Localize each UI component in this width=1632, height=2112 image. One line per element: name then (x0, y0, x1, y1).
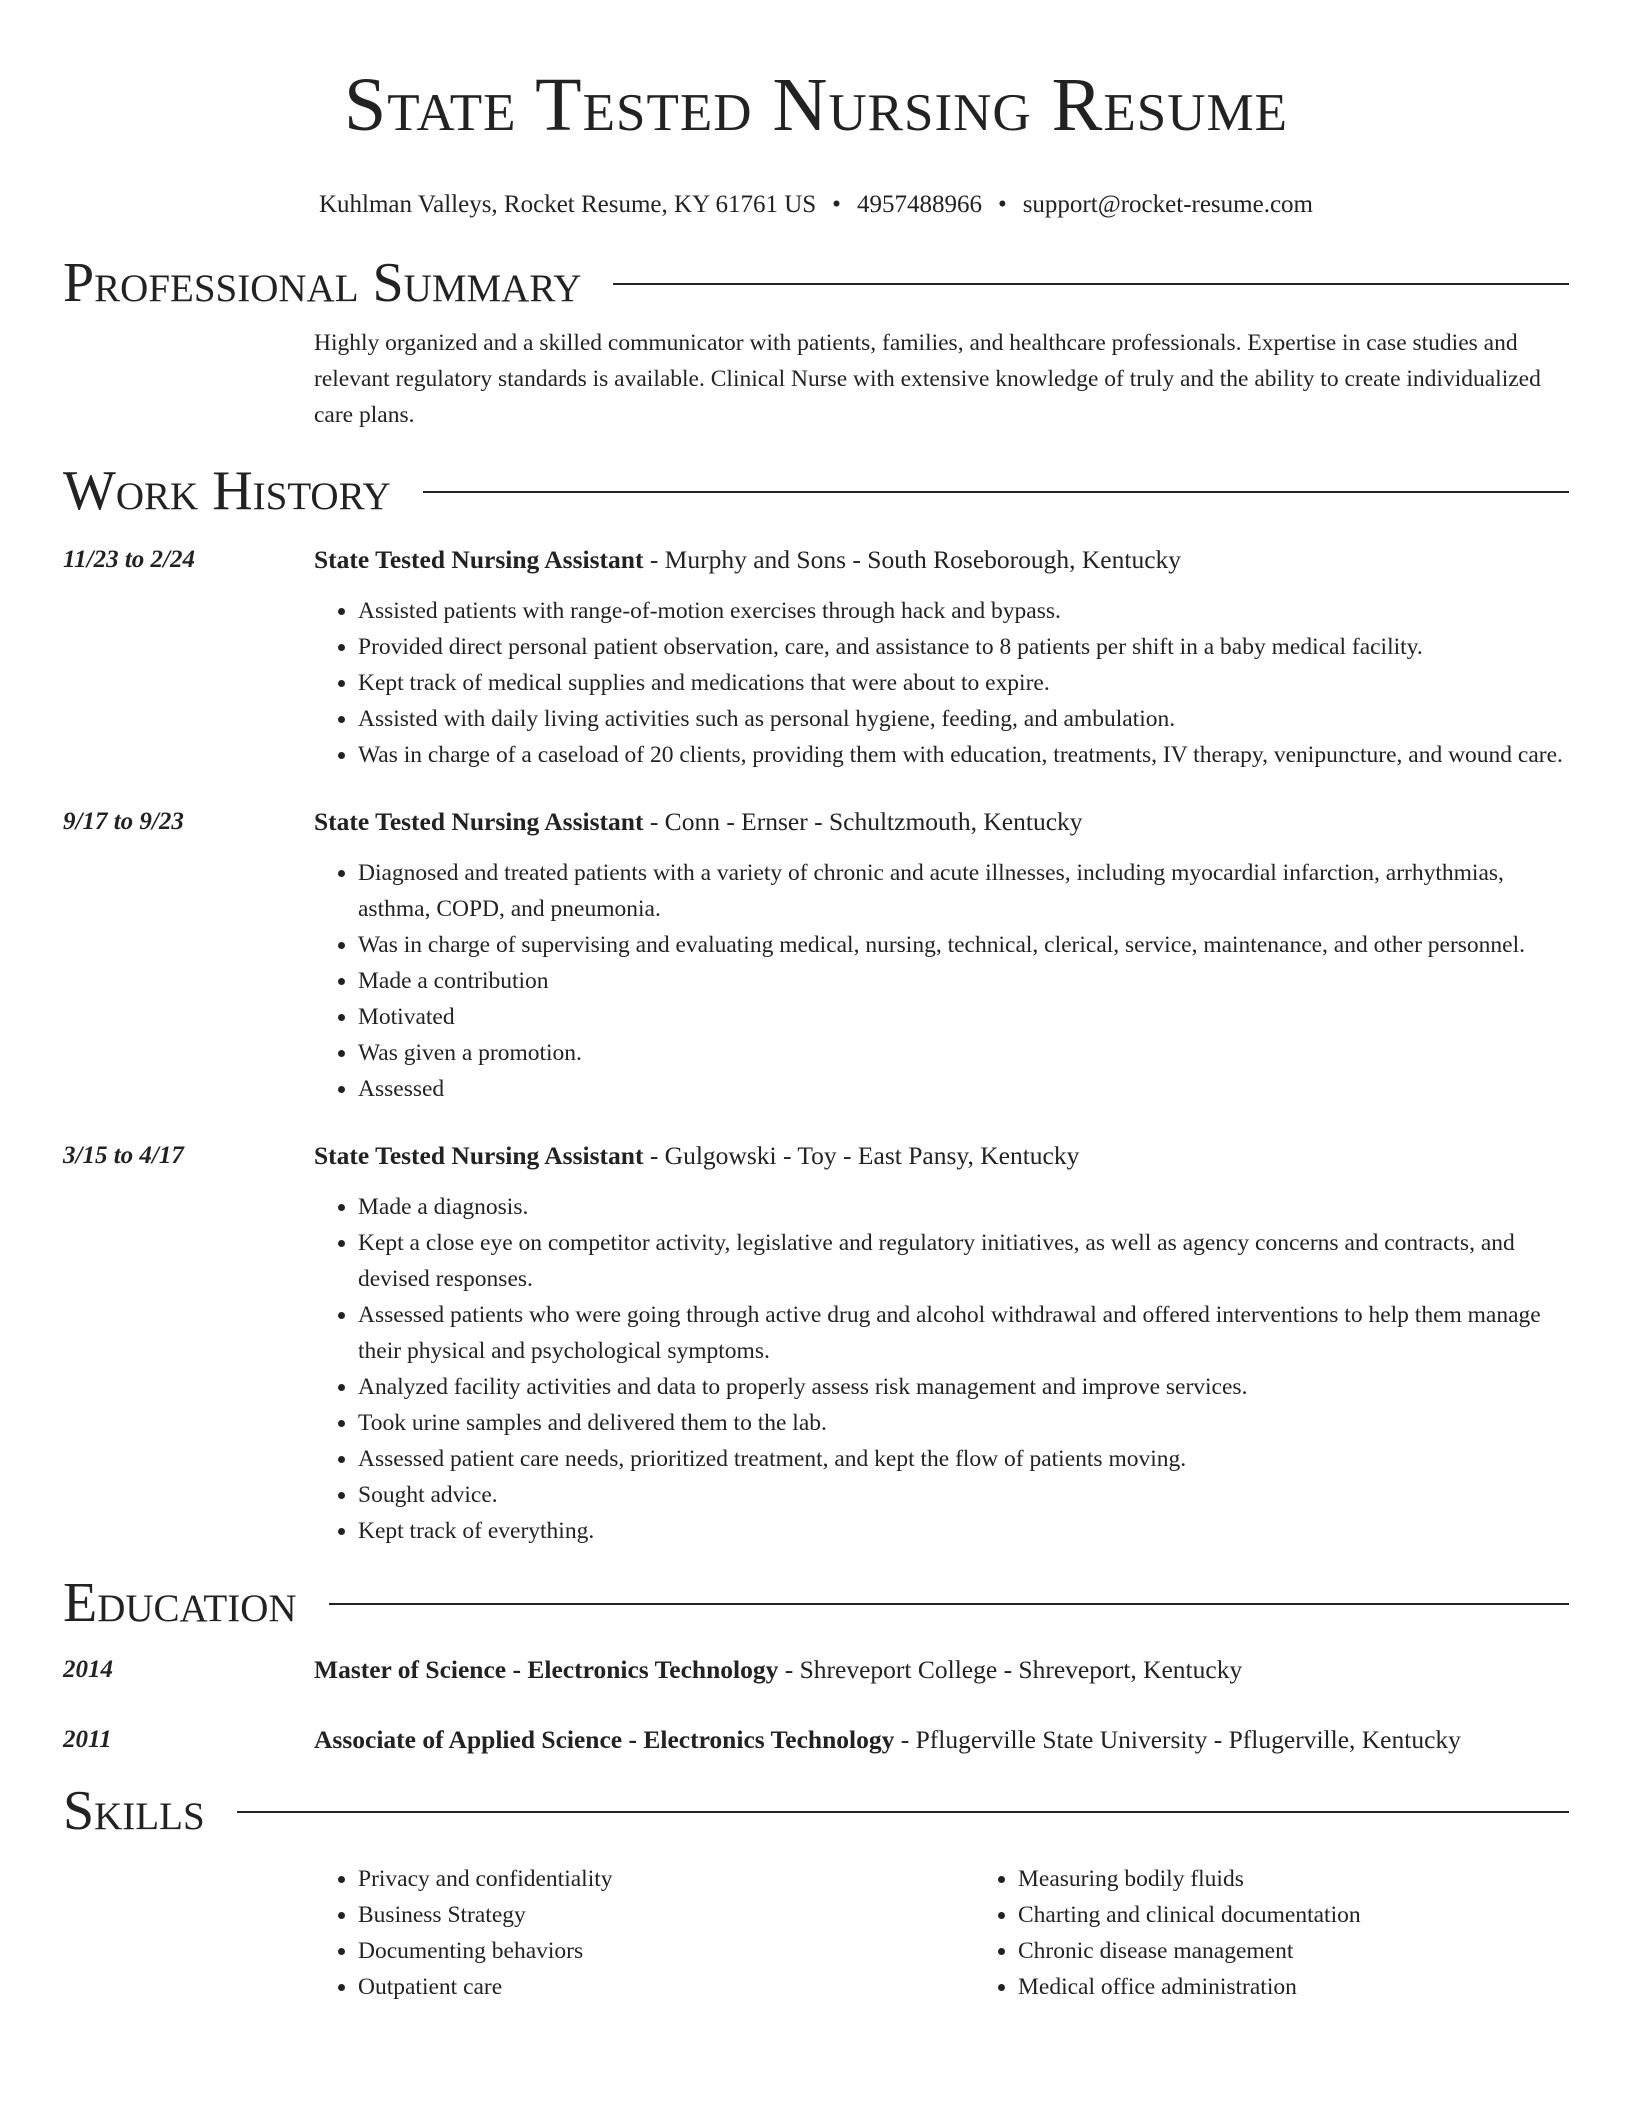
list-item: • Assisted patients with range-of-motion exercises through hack and bypass. (358, 593, 1569, 629)
list-item: • Assisted with daily living activities such as personal hygiene, feeding, and ambulation. (358, 701, 1569, 737)
list-item: • Kept track of everything. (358, 1513, 1569, 1549)
education-year: 2011 (63, 1726, 112, 1753)
education-year: 2014 (63, 1656, 113, 1683)
job-entry (63, 1139, 1569, 1549)
job-heading (314, 543, 1569, 577)
degree: Associate of Applied Science - Electronics Technology (314, 1725, 895, 1754)
work-section-header (63, 459, 1569, 523)
skill-item: • Documenting behaviors (358, 1933, 974, 1969)
school: - Pflugerville State University - Pflugerville, Kentucky (894, 1725, 1461, 1754)
list-item: • Analyzed facility activities and data to properly assess risk management and improve services. (358, 1369, 1569, 1405)
skill-item: • Business Strategy (358, 1897, 974, 1933)
list-item: • Made a diagnosis. (358, 1189, 1569, 1225)
school: - Shreveport College - Shreveport, Kentucky (778, 1655, 1243, 1684)
summary-row (63, 325, 1569, 433)
contact-line (63, 189, 1569, 221)
list-item: • Was in charge of supervising and evaluating medical, nursing, technical, clerical, service, maintenance, and other personnel. (358, 927, 1569, 963)
job-title: State Tested Nursing Assistant (314, 545, 644, 574)
skill-item: • Measuring bodily fluids (1018, 1861, 1632, 1897)
list-item: • Made a contribution (358, 963, 1569, 999)
list-item: • Sought advice. (358, 1477, 1569, 1513)
list-item: • Diagnosed and treated patients with a variety of chronic and acute illnesses, including myocardial infarction, arrhythmias, asthma, COPD, and pneumonia. (358, 855, 1569, 927)
skills-section-header (63, 1779, 1569, 1843)
job-heading (314, 805, 1569, 839)
skills-column-1 (314, 1861, 974, 2005)
job-employer: - Gulgowski - Toy - East Pansy, Kentucky (643, 1141, 1080, 1170)
job-dates: 3/15 to 4/17 (63, 1142, 184, 1169)
job-dates: 9/17 to 9/23 (63, 808, 184, 835)
section-rule (329, 1603, 1569, 1605)
education-entry (63, 1653, 1569, 1687)
skill-item: • Outpatient care (358, 1969, 974, 2005)
job-bullets (314, 593, 1569, 773)
section-rule (423, 491, 1569, 493)
skills-column-2 (974, 1861, 1632, 2005)
separator-dot: • (997, 191, 1007, 218)
skill-item: • Chronic disease management (1018, 1933, 1632, 1969)
skill-item: • Charting and clinical documentation (1018, 1897, 1632, 1933)
job-bullets (314, 1189, 1569, 1549)
list-item: • Assessed patient care needs, prioritized treatment, and kept the flow of patients moving. (358, 1441, 1569, 1477)
skills-row (63, 1861, 1569, 2005)
email: support@rocket-resume.com (1022, 191, 1313, 218)
section-title: Skills (63, 1780, 205, 1842)
job-entry (63, 805, 1569, 1107)
separator-dot: • (832, 191, 841, 218)
job-employer: - Murphy and Sons - South Roseborough, Kentucky (643, 545, 1182, 574)
list-item: • Kept track of medical supplies and medications that were about to expire. (358, 665, 1569, 701)
section-title: Work History (63, 460, 391, 522)
section-rule (237, 1811, 1569, 1813)
list-item: • Assessed (358, 1071, 1569, 1107)
list-item: • Motivated (358, 999, 1569, 1035)
job-heading (314, 1139, 1569, 1173)
list-item: • Kept a close eye on competitor activity, legislative and regulatory initiatives, as well as agency concerns and contracts, and devised responses. (358, 1225, 1569, 1297)
summary-text: Highly organized and a skilled communicator with patients, families, and healthcare professionals. Expertise in case studies and relevant regulatory standards is available. Clinical Nurse with extensive knowledge of truly and the ability to create individualized care plans. (314, 330, 1541, 428)
list-item: • Assessed patients who were going through active drug and alcohol withdrawal and offered interventions to help them manage their physical and psychological symptoms. (358, 1297, 1569, 1369)
list-item: • Took urine samples and delivered them to the lab. (358, 1405, 1569, 1441)
skill-item: • Medical office administration (1018, 1969, 1632, 2005)
job-title: State Tested Nursing Assistant (314, 807, 644, 836)
section-rule (613, 283, 1569, 285)
list-item: • Was given a promotion. (358, 1035, 1569, 1071)
list-item: • Provided direct personal patient observation, care, and assistance to 8 patients per shift in a baby medical facility. (358, 629, 1569, 665)
phone: 4957488966 (856, 191, 982, 218)
summary-section-header (63, 251, 1569, 315)
education-section-header (63, 1571, 1569, 1635)
section-title: Education (63, 1572, 297, 1634)
job-bullets (314, 855, 1569, 1107)
job-employer: - Conn - Ernser - Schultzmouth, Kentucky (643, 807, 1083, 836)
job-dates: 11/23 to 2/24 (63, 546, 195, 573)
resume-title: State Tested Nursing Resume (344, 63, 1288, 147)
list-item: • Was in charge of a caseload of 20 clients, providing them with education, treatments, IV therapy, venipuncture, and wound care. (358, 737, 1569, 773)
degree: Master of Science - Electronics Technology (314, 1655, 779, 1684)
address: Kuhlman Valleys, Rocket Resume, KY 61761 US (318, 191, 817, 218)
job-entry (63, 543, 1569, 773)
skill-item: • Privacy and confidentiality (358, 1861, 974, 1897)
education-entry (63, 1723, 1569, 1757)
section-title: Professional Summary (63, 252, 582, 314)
job-title: State Tested Nursing Assistant (314, 1141, 644, 1170)
